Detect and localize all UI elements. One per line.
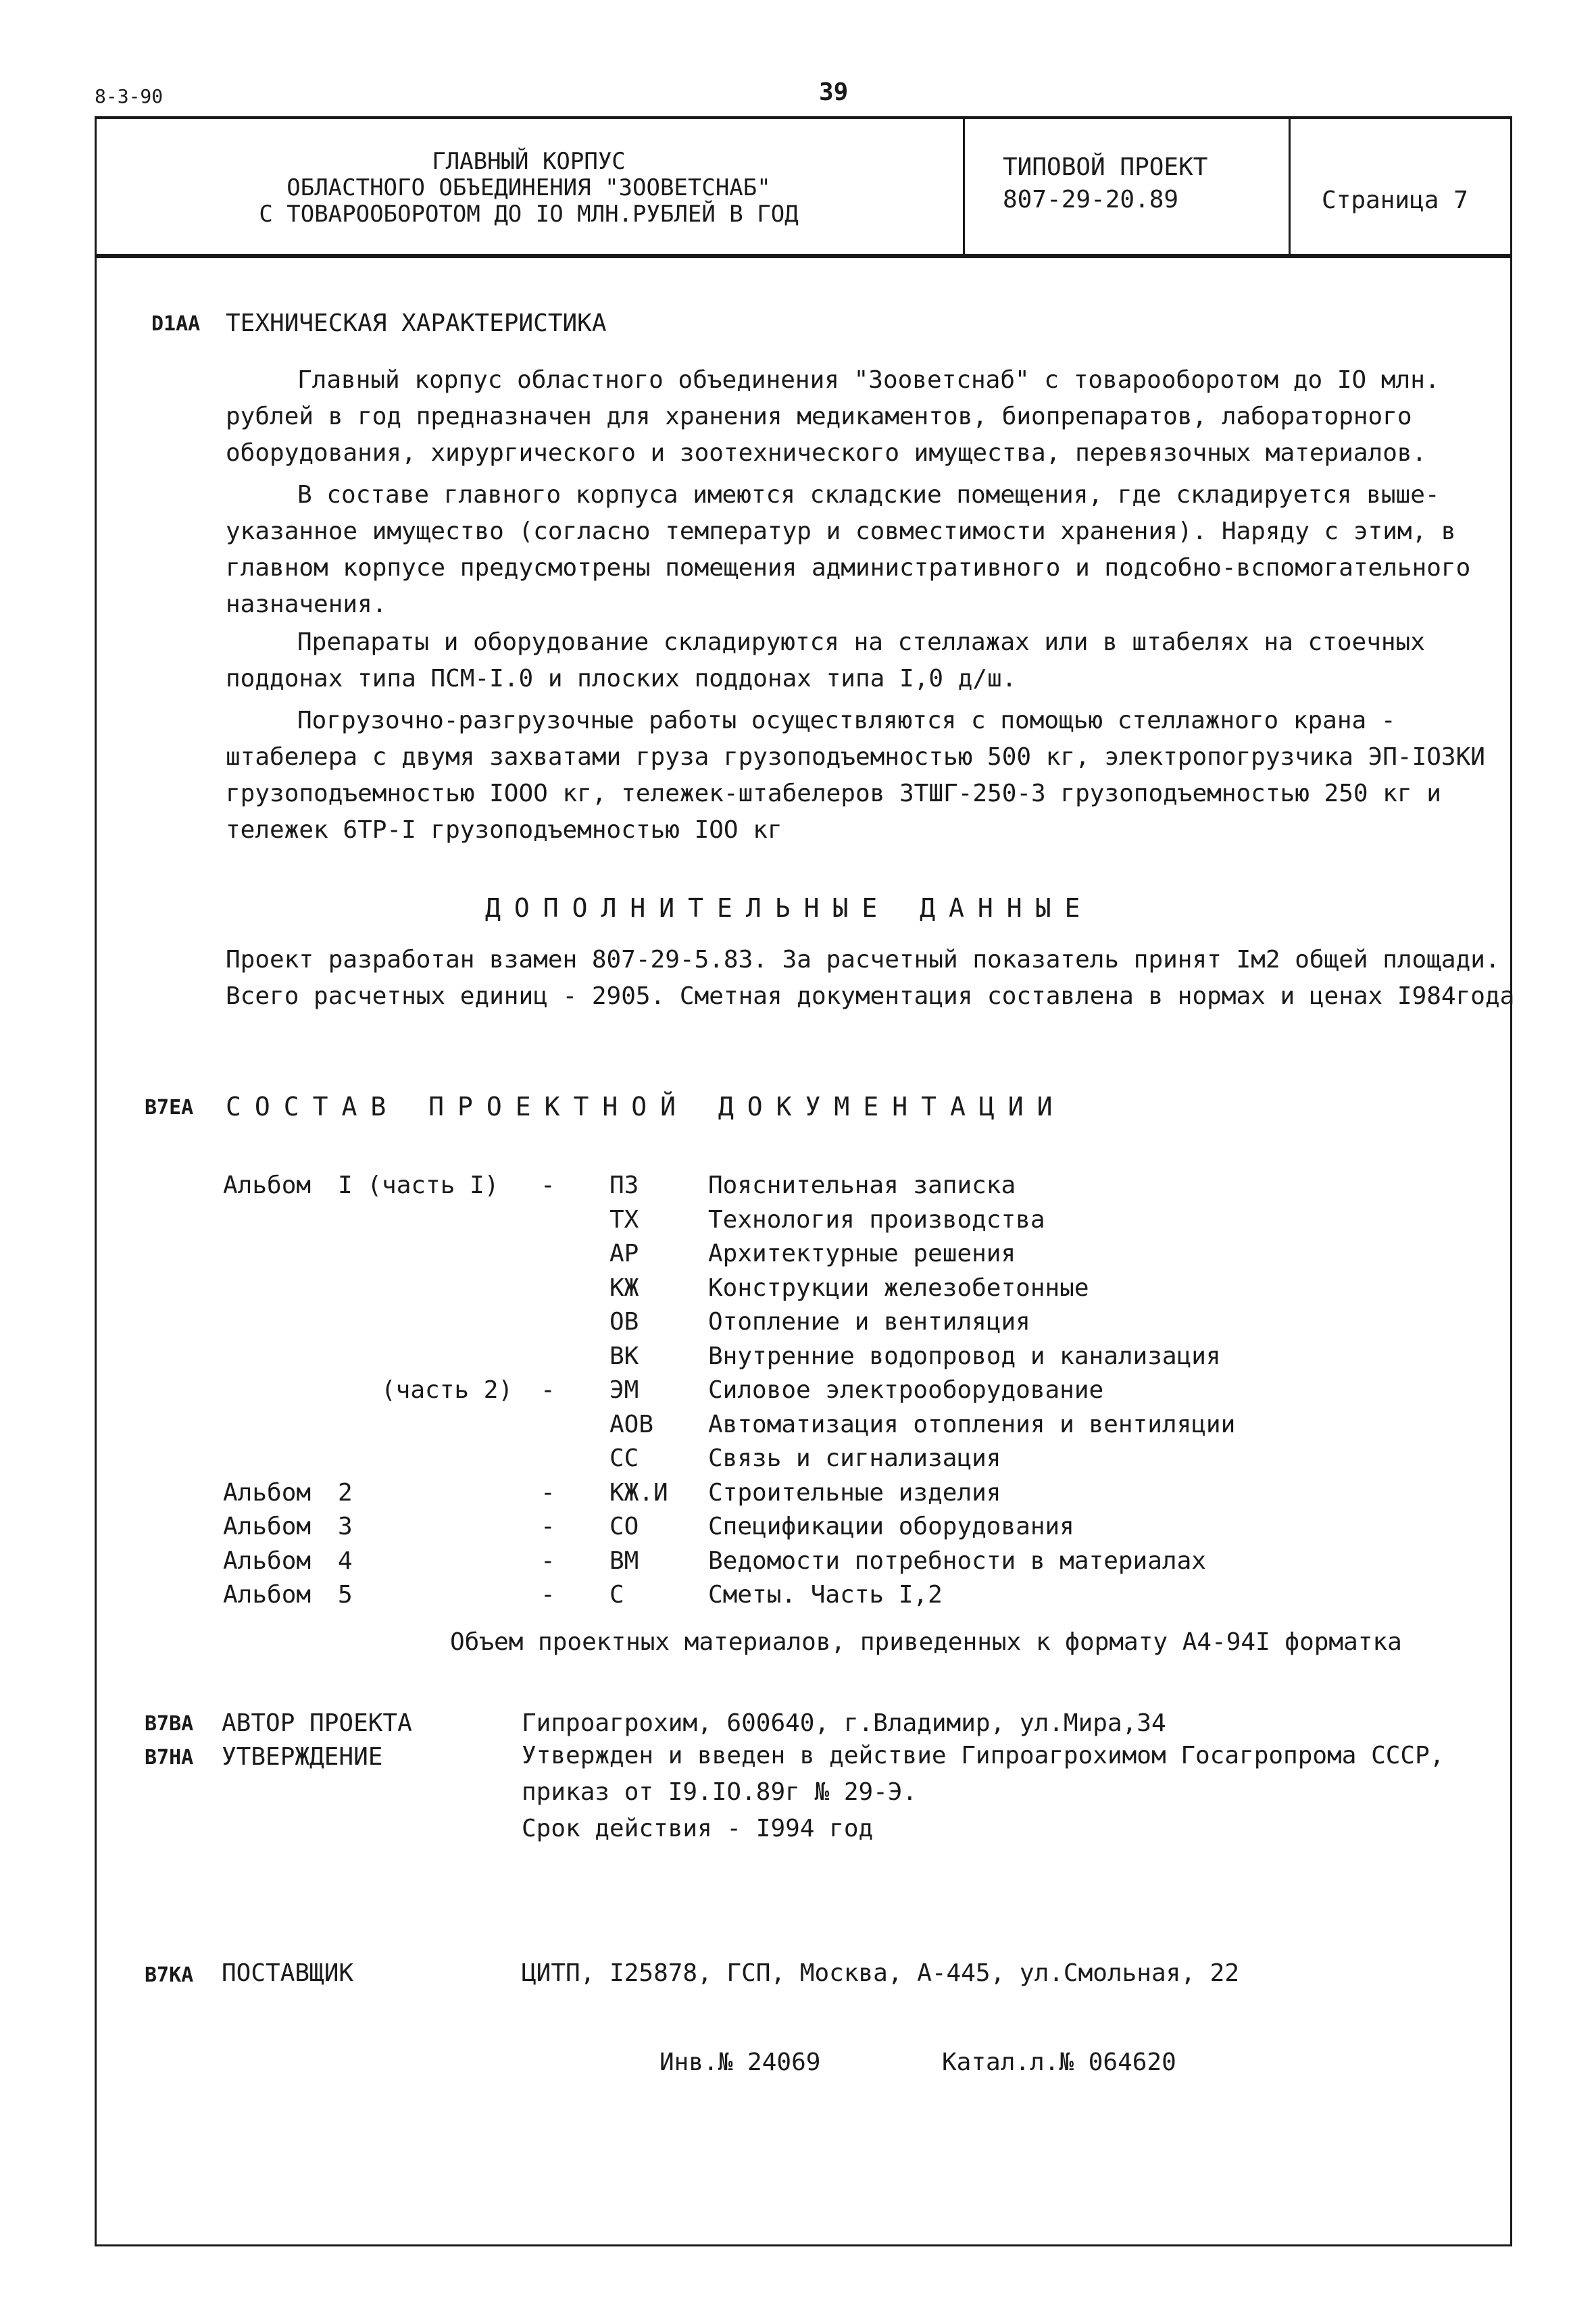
docs-name: Силовое электрооборудование [708,1376,1104,1404]
text-line: Утвержден и введен в действие Гипроагрохимом Госагропрома СССР, [522,1742,1445,1769]
docs-row [223,1544,1304,1578]
docs-dash: - [541,1376,555,1404]
docs-code: ЭМ [609,1376,639,1404]
text-line: тележек 6ТР-I грузоподъемностью IOO кг [226,816,782,844]
docs-code: ВМ [609,1546,639,1575]
docs-row [223,1169,1304,1203]
supplier-value: ЦИТП, I25878, ГСП, Москва, А-445, ул.Смольная, 22 [522,1959,1240,1987]
tech-paragraph-2 [226,477,1470,623]
corner-code: 8-3-90 [95,85,164,107]
docs-dash: - [541,1546,555,1575]
docs-row [223,1476,1304,1510]
docs-album: Альбом [223,1513,311,1540]
docs-code: АОВ [609,1410,654,1438]
docs-code: ОВ [609,1308,639,1336]
text-line: поддонах типа ПСМ-I.0 и плоских поддонах типа I,0 д/ш. [226,665,1017,693]
text-line: назначения. [226,590,387,618]
text-line: В составе главного корпуса имеются складские помещения, где складируется выше- [297,481,1440,509]
document-title [95,116,965,254]
docs-name: Строительные изделия [708,1478,1001,1507]
project-number: 807-29-20.89 [1003,186,1179,213]
section-code-tech: D1AA [151,312,201,336]
docs-part: 5 [338,1581,353,1609]
section-code-approval: B7HA [145,1746,194,1769]
text-line: оборудования, хирургического и зоотехнического имущества, перевязочных материалов. [226,439,1427,467]
docs-code: ПЗ [609,1172,639,1199]
text-line: главном корпусе предусмотрены помещения административного и подсобно-вспомогательного [226,554,1471,582]
docs-name: Технология производства [708,1205,1045,1234]
inventory-number: Инв.№ 24069 [659,2048,821,2076]
docs-code: ТХ [609,1205,639,1234]
docs-row [223,1408,1304,1442]
docs-name: Внутренние водопровод и канализация [708,1342,1221,1370]
text-line: Всего расчетных единиц - 2905. Сметная документация составлена в нормах и ценах I984года [226,982,1515,1010]
docs-part: 3 [338,1513,353,1540]
page-number: 39 [819,78,849,106]
docs-dash: - [541,1581,555,1609]
docs-album: Альбом [223,1546,311,1575]
text-line: Главный корпус областного объединения "Зооветснаб" с товарооборотом до IO млн. [297,366,1440,394]
project-cell [965,116,1291,254]
docs-part: 2 [338,1478,353,1507]
docs-dash: - [541,1513,555,1540]
docs-heading: СОСТАВ ПРОЕКТНОЙ ДОКУМЕНТАЦИИ [226,1092,1066,1122]
docs-list [223,1169,1304,1615]
docs-code: КЖ.И [609,1478,668,1507]
docs-name: Архитектурные решения [708,1240,1016,1267]
docs-row [223,1374,1304,1407]
docs-row [223,1442,1304,1476]
text-line: Погрузочно-разгрузочные работы осуществляются с помощью стеллажного крана - [297,707,1396,734]
docs-dash: - [541,1478,555,1507]
page-cell [1291,116,1512,254]
docs-row [223,1237,1304,1271]
docs-code: С [609,1581,624,1609]
text-line: указанное имущество (согласно температур и совместимости хранения). Наряду с этим, в [226,518,1456,545]
title-line-3: С ТОВАРООБОРОТОМ ДО IO МЛН.РУБЛЕЙ В ГОД [259,201,799,228]
page-label: Страница 7 [1322,186,1468,214]
docs-part: I (часть I) [338,1172,499,1199]
text-line: приказ от I9.IO.89г № 29-Э. [522,1778,918,1806]
docs-album: Альбом [223,1581,311,1609]
approval-text [522,1738,1444,1847]
docs-row [223,1272,1304,1305]
docs-code: ВК [609,1342,639,1370]
docs-row [223,1340,1304,1374]
text-line: Проект разработан взамен 807-29-5.83. За расчетный показатель принят Iм2 общей площади. [226,946,1500,974]
docs-volume: Объем проектных материалов, приведенных к формату А4-94I форматка [450,1628,1402,1656]
tech-paragraph-4 [226,703,1485,849]
section-code-supplier: B7KA [145,1963,194,1987]
tech-paragraph-1 [226,362,1440,472]
project-label: ТИПОВОЙ ПРОЕКТ [1003,153,1208,181]
docs-name: Автоматизация отопления и вентиляции [708,1410,1236,1438]
title-block [95,116,1512,258]
catalog-number: Катал.л.№ 064620 [942,2048,1176,2076]
docs-part: 4 [338,1546,353,1575]
text-line: штабелера с двумя захватами груза грузоподъемностью 500 кг, электропогрузчика ЭП-IO3КИ [226,743,1485,771]
docs-row [223,1578,1304,1612]
docs-name: Спецификации оборудования [708,1513,1074,1540]
docs-code: СС [609,1444,639,1472]
additional-text [226,942,1514,1015]
docs-name: Конструкции железобетонные [708,1274,1089,1302]
docs-name: Отопление и вентиляция [708,1308,1030,1336]
additional-heading: ДОПОЛНИТЕЛЬНЫЕ ДАННЫЕ [485,893,1094,923]
docs-row [223,1510,1304,1544]
section-code-docs: B7EA [145,1096,194,1120]
section-code-author: B7BA [145,1712,194,1736]
text-line: Препараты и оборудование складируются на стеллажах или в штабелях на стоечных [297,628,1425,656]
text-line: Срок действия - I994 год [522,1815,874,1842]
author-value: Гипроагрохим, 600640, г.Владимир, ул.Мира,34 [522,1709,1166,1737]
title-line-2: ОБЛАСТНОГО ОБЪЕДИНЕНИЯ "ЗООВЕТСНАБ" [286,174,771,201]
text-line: рублей в год предназначен для хранения медикаментов, биопрепаратов, лабораторного [226,403,1412,430]
docs-code: СО [609,1513,639,1540]
author-label: АВТОР ПРОЕКТА [222,1709,412,1737]
docs-row [223,1305,1304,1339]
docs-code: КЖ [609,1274,639,1302]
docs-album: Альбом [223,1478,311,1507]
approval-label: УТВЕРЖДЕНИЕ [222,1743,383,1771]
tech-heading: ТЕХНИЧЕСКАЯ ХАРАКТЕРИСТИКА [226,309,607,337]
docs-part: (часть 2) [381,1376,514,1404]
docs-name: Пояснительная записка [708,1172,1016,1199]
text-line: грузоподъемностью IOOO кг, тележек-штабелеров ЗТШГ-250-3 грузоподъемностью 250 кг и [226,780,1441,807]
docs-name: Связь и сигнализация [708,1444,1001,1472]
title-line-1: ГЛАВНЫЙ КОРПУС [432,148,626,175]
docs-dash: - [541,1172,555,1199]
docs-code: АР [609,1240,639,1267]
docs-name: Сметы. Часть I,2 [708,1581,943,1609]
docs-album: Альбом [223,1172,311,1199]
docs-name: Ведомости потребности в материалах [708,1546,1206,1575]
tech-paragraph-3 [226,624,1425,697]
supplier-label: ПОСТАВЩИК [222,1959,354,1987]
docs-row [223,1203,1304,1237]
